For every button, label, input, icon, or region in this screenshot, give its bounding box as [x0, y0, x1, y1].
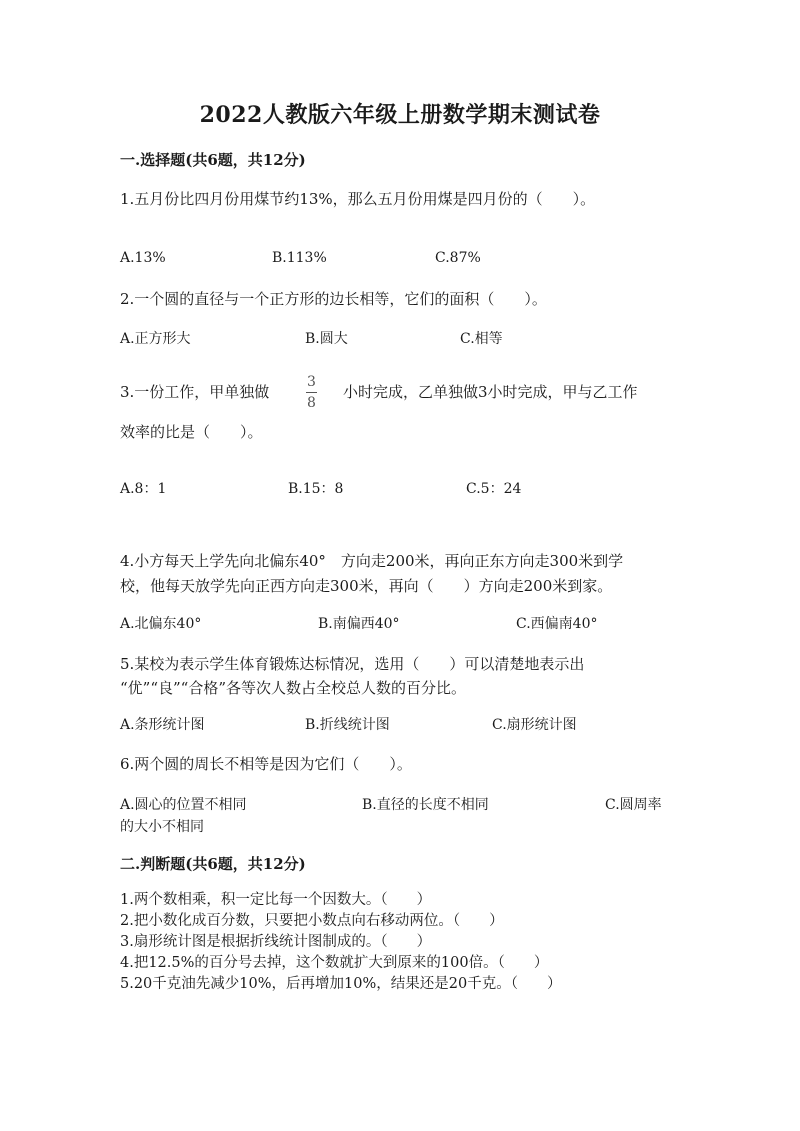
question-3-text-line2: 效率的比是（ ）。 [120, 423, 263, 441]
judge-item-2: 2.把小数化成百分数，只要把小数点向右移动两位。（ ） [120, 913, 504, 929]
question-5-text-line2: “优”“良”“合格”各等次人数占全校总人数的百分比。 [120, 679, 467, 697]
question-3-option-b: B.15：8 [288, 481, 344, 497]
question-6-option-b: B.直径的长度不相同 [362, 797, 489, 813]
section-heading-choice: 一.选择题(共6题，共12分) [120, 151, 306, 169]
question-4-option-a: A.北偏东40° [120, 616, 202, 632]
question-6-option-c-wrap: 的大小不相同 [120, 819, 204, 835]
fraction-bar [306, 392, 317, 393]
question-2-text: 2.一个圆的直径与一个正方形的边长相等，它们的面积（ ）。 [120, 290, 547, 308]
question-5-option-c: C.扇形统计图 [492, 717, 577, 733]
question-5-text-line1: 5.某校为表示学生体育锻炼达标情况，选用（ ）可以清楚地表示出 [120, 655, 585, 673]
question-4-text-line1: 4.小方每天上学先向北偏东40° 方向走200米，再向正东方向走300米到学 [120, 552, 624, 570]
question-2-option-b: B.圆大 [305, 331, 348, 347]
question-4-option-b: B.南偏西40° [318, 616, 400, 632]
judge-item-1: 1.两个数相乘，积一定比每一个因数大。（ ） [120, 892, 432, 908]
question-3-option-c: C.5：24 [466, 481, 522, 497]
question-6-text: 6.两个圆的周长不相等是因为它们（ ）。 [120, 755, 412, 773]
question-3-text-after: 小时完成，乙单独做3小时完成，甲与乙工作 [343, 383, 638, 401]
judge-item-4: 4.把12.5%的百分号去掉，这个数就扩大到原来的100倍。（ ） [120, 955, 549, 971]
section-heading-judge: 二.判断题(共6题，共12分) [120, 855, 306, 873]
question-1-option-a: A.13% [120, 250, 166, 266]
judge-item-3: 3.扇形统计图是根据折线统计图制成的。（ ） [120, 934, 432, 950]
question-1-text: 1.五月份比四月份用煤节约13%，那么五月份用煤是四月份的（ ）。 [120, 190, 596, 208]
question-6-option-c: C.圆周率 [605, 797, 662, 813]
question-1-option-b: B.113% [272, 250, 327, 266]
question-6-option-a: A.圆心的位置不相同 [120, 797, 247, 813]
question-3-text-before: 3.一份工作，甲单独做 [120, 383, 270, 401]
fraction-three-eighths [306, 374, 317, 411]
question-5-option-b: B.折线统计图 [305, 717, 390, 733]
question-4-text-line2: 校，他每天放学先向正西方向走300米，再向（ ）方向走200米到家。 [120, 577, 613, 595]
fraction-denominator: 8 [307, 395, 316, 411]
page-title: 2022人教版六年级上册数学期末测试卷 [199, 102, 601, 128]
fraction-numerator: 3 [307, 374, 316, 390]
question-4-option-c: C.西偏南40° [516, 616, 598, 632]
question-2-option-a: A.正方形大 [120, 331, 191, 347]
question-3-option-a: A.8：1 [120, 481, 167, 497]
judge-item-5: 5.20千克油先减少10%，后再增加10%，结果还是20千克。（ ） [120, 976, 562, 992]
question-2-option-c: C.相等 [460, 331, 503, 347]
question-5-option-a: A.条形统计图 [120, 717, 205, 733]
question-1-option-c: C.87% [435, 250, 481, 266]
